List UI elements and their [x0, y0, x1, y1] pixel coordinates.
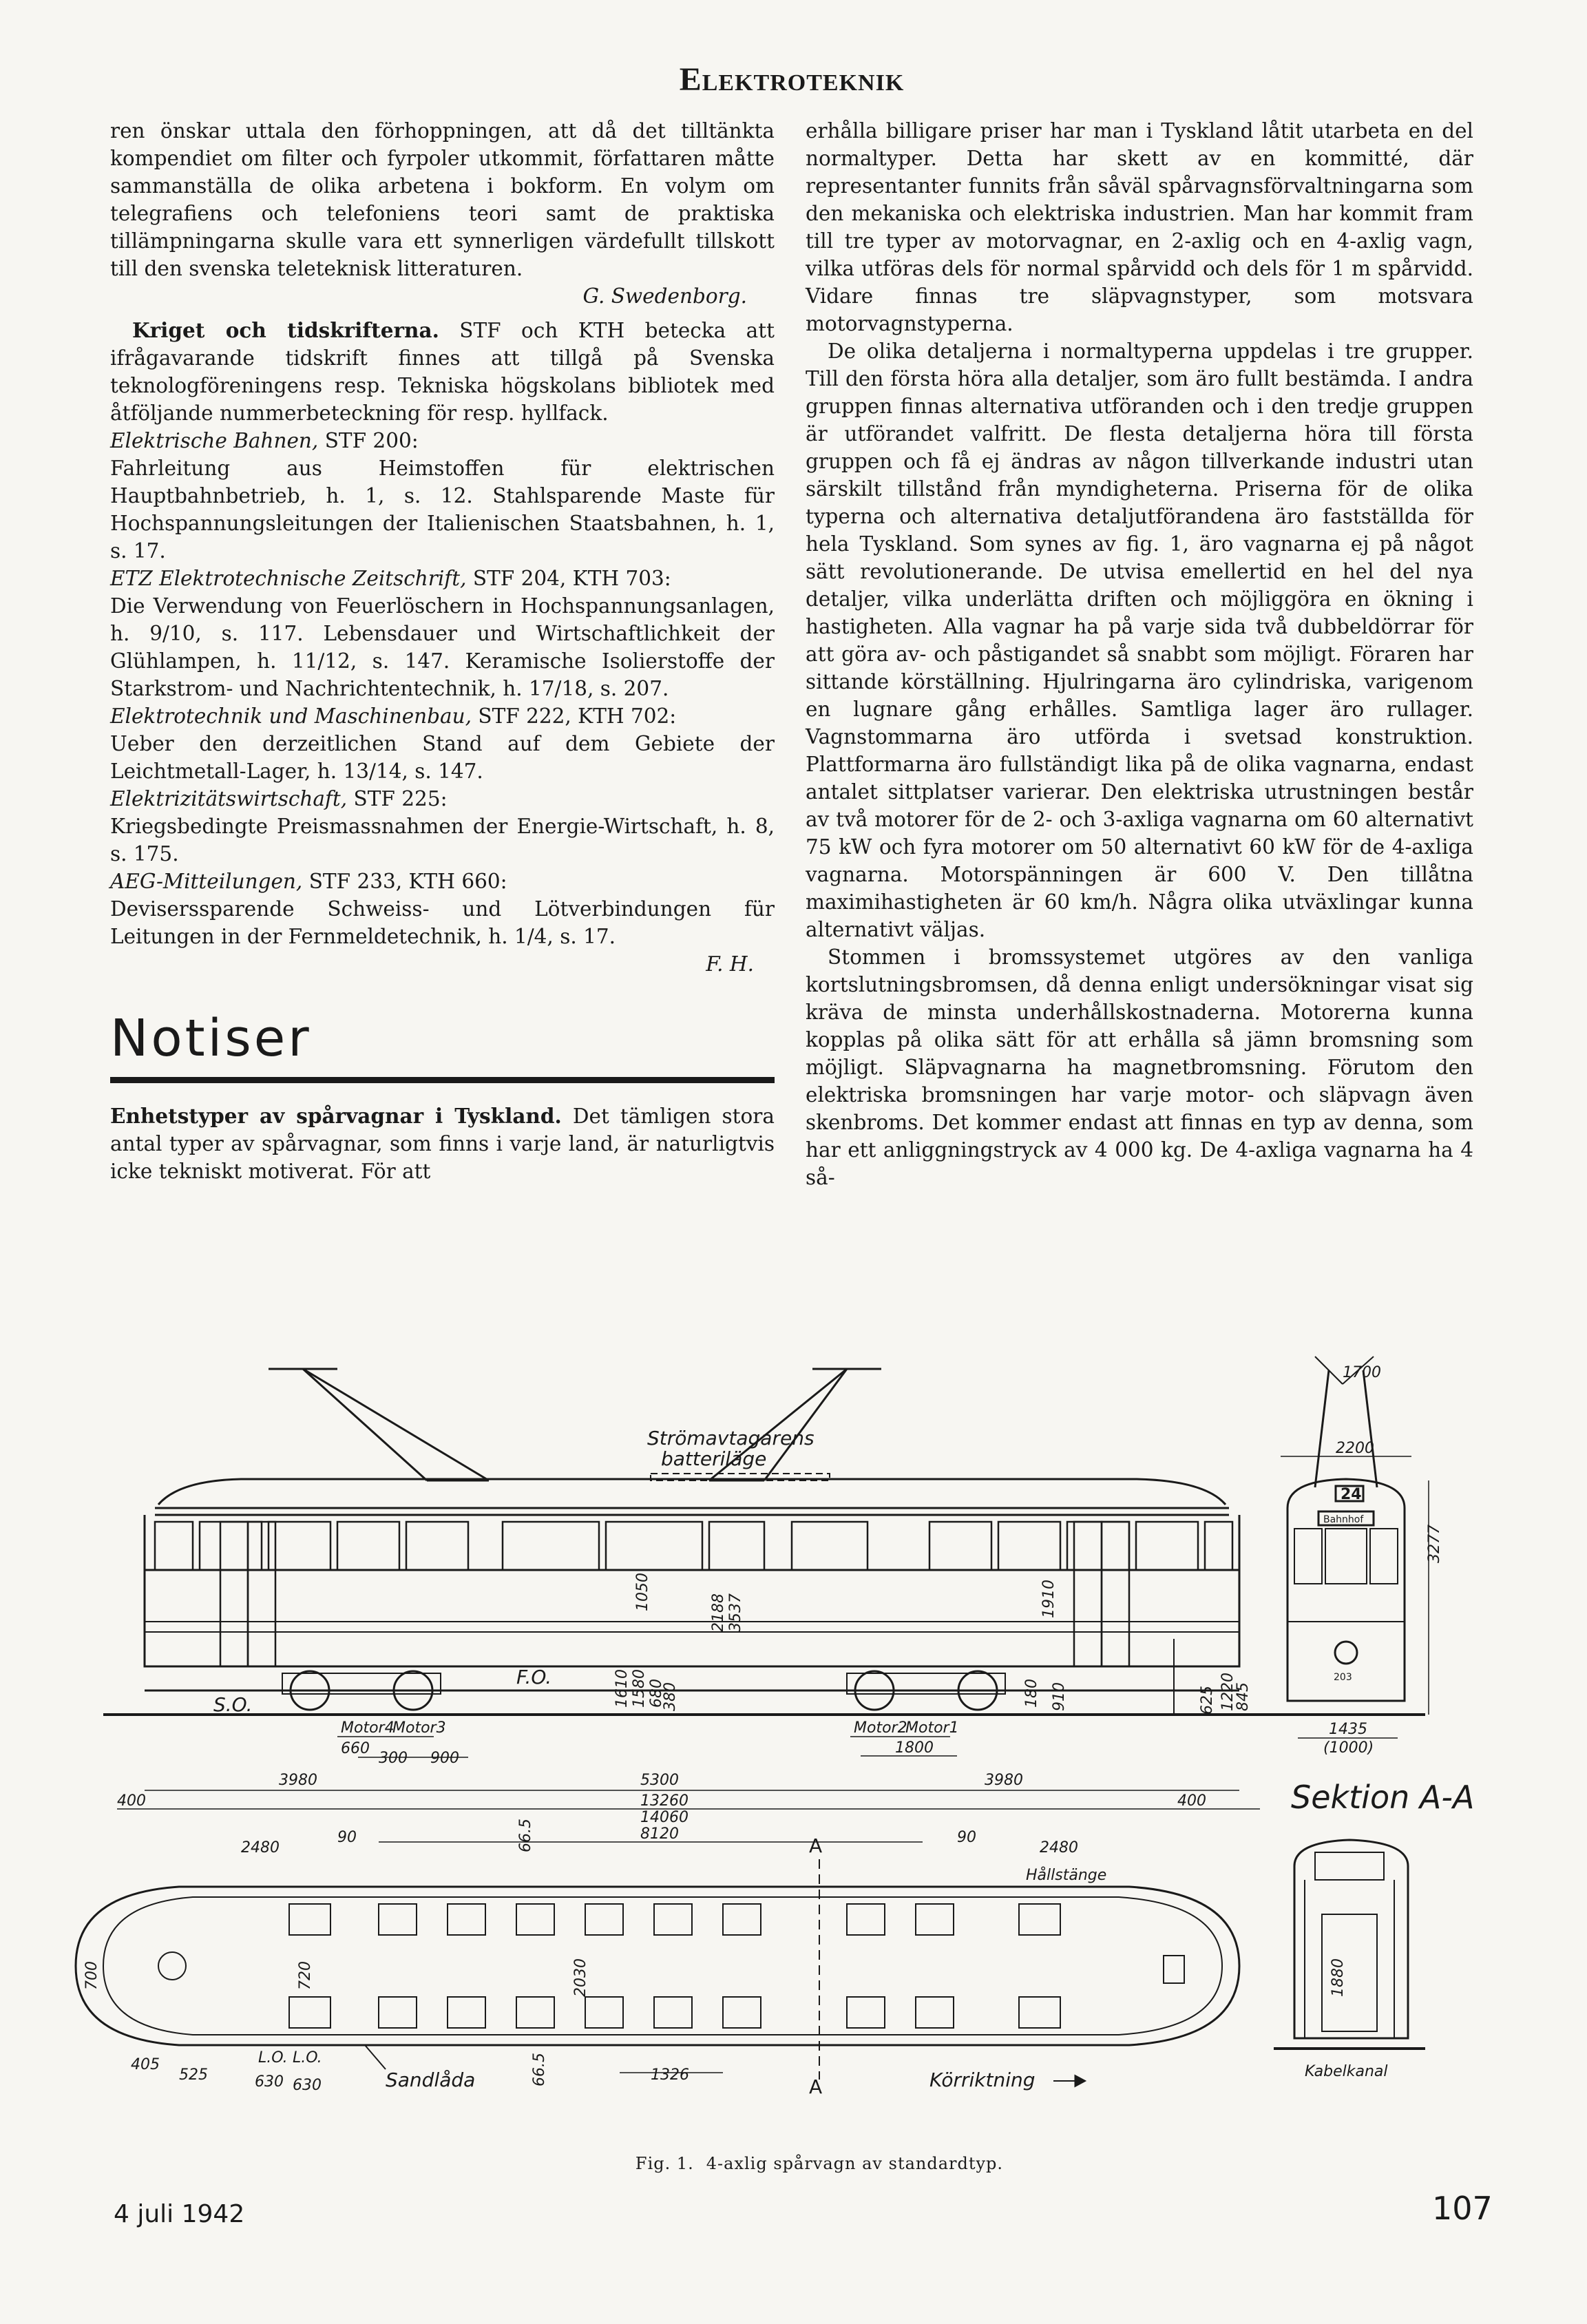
- footer-date: 4 juli 1942: [114, 2200, 245, 2228]
- dim-13260: 13260: [640, 1792, 689, 1810]
- plan-seats: [289, 1904, 1060, 2028]
- pantograph-left: [269, 1369, 489, 1480]
- dim-400-right: 400: [1177, 1792, 1206, 1810]
- dim-2188: 2188: [710, 1593, 727, 1632]
- ref-1-code: STF 200:: [324, 429, 419, 452]
- label-korriktning: Körriktning: [929, 2069, 1036, 2091]
- right-paragraph-1: erhålla billigare priser har man i Tyskland låtit utarbeta en del normaltyper. Detta har skett av en kommitté, där representanter funnits från såväl spårvagnsförvaltningarna som den mekaniska och elektriska industrien. Man har kommit fram till tre typer av motorvagnar, en 2-axlig och en 4-axlig vagn, vilka utföras dels för normal spårvidd och dels för 1 m spårvidd. Vidare finnas tre släpvagnstyper, som motsvara motorvagnstyperna.: [806, 119, 1473, 335]
- battery-label-1: Strömavtagarens: [647, 1427, 814, 1449]
- kriget-paragraph: [110, 317, 775, 427]
- body-outline: [145, 1515, 1239, 1666]
- dim-720: 720: [297, 1961, 314, 1990]
- right-paragraph-3: Stommen i bromssystemet utgöres av den vanliga kortslutningsbromsen, då denna enligt undersökningar visat sig kräva de minsta underhållskostnaderna. Motorerna kunna kopplas på olika sätt för att erhålla så jämn bromsning som möjligt. Släpvagnarna ha magnetbromsning. Förutom den elektriska bromsningen har varje motor- och släpvagn även skenbroms. Det kommer endast att finnas en typ av denna, som har ett anliggningstryck av 4 000 kg. De 4-axliga vagnarna ha 4 så-: [806, 945, 1473, 1189]
- label-fo: F.O.: [516, 1666, 552, 1688]
- kriget-text: STF och KTH betecka att ifrågavarande tidskrift finnes att tillgå på Svenska teknologföreningens resp. Tekniska högskolans bibliotek med åtföljande nummerbeteckning för resp. hyllfack.: [110, 319, 775, 425]
- section-rule: [110, 1077, 775, 1083]
- dim-900: 900: [430, 1750, 459, 1767]
- dim-630-1: 630: [255, 2073, 284, 2091]
- ref-3-text: Ueber den derzeitlichen Stand auf dem Gebiete der Leichtmetall-Lager, h. 13/14, s. 147.: [110, 732, 775, 783]
- label-so: S.O.: [213, 1693, 253, 1716]
- ref-2-journal: ETZ Elektrotechnische Zeitschrift,: [110, 567, 467, 590]
- dim-3980-left: 3980: [279, 1772, 317, 1789]
- ref-1-text: Fahrleitung aus Heimstoffen für elektrischen Hauptbahnbetrieb, h. 1, s. 12. Stahlsparende Maste für Hochspannungsleitungen der Italienischen Staatsbahnen, h. 1, s. 17.: [110, 457, 775, 563]
- dim-400-left: 400: [117, 1792, 146, 1810]
- end-view-windows: [1294, 1529, 1398, 1584]
- caption-text: 4-axlig spårvagn av standardtyp.: [706, 2154, 1004, 2173]
- tram-drawing-figure: [83, 1308, 1480, 2169]
- dim-1880: 1880: [1329, 1958, 1347, 1997]
- reference-list: [110, 427, 775, 950]
- side-windows: [155, 1522, 1232, 1570]
- section-a-a-view: [1274, 1840, 1425, 2080]
- signature-fh: F. H.: [706, 952, 754, 976]
- roof-outline: [158, 1479, 1226, 1505]
- article-text: Det tämligen stora antal typer av spårvagnar, som finns i varje land, är naturligtvis icke tekniskt motiverat. För att: [110, 1105, 775, 1183]
- dim-2200: 2200: [1336, 1440, 1374, 1457]
- label-motor4: Motor4: [341, 1719, 395, 1737]
- label-hallstang: Hållstänge: [1026, 1867, 1107, 1884]
- ref-5-head: [110, 868, 775, 895]
- ref-4-code: STF 225:: [353, 787, 448, 810]
- side-doors: [220, 1522, 1129, 1666]
- dim-14060: 14060: [640, 1809, 689, 1826]
- ref-4-head: [110, 785, 775, 813]
- dim-660: 660: [341, 1740, 370, 1757]
- side-elevation: [103, 1369, 1274, 1843]
- dim-630-2: 630: [293, 2077, 322, 2094]
- dim-700: 700: [83, 1961, 101, 1990]
- signature-swedenborg: G. Swedenborg.: [582, 284, 747, 308]
- dim-3980-right: 3980: [985, 1772, 1023, 1789]
- route-number: 24: [1341, 1486, 1362, 1503]
- label-motor3: Motor3: [392, 1719, 446, 1737]
- plan-outline: [76, 1887, 1239, 2045]
- ref-1-journal: Elektrische Bahnen,: [110, 429, 319, 452]
- dim-300: 300: [379, 1750, 408, 1767]
- dim-1326: 1326: [651, 2066, 689, 2084]
- dim-680: 680: [648, 1679, 665, 1708]
- label-motor1: Motor1: [905, 1719, 959, 1737]
- ref-4-journal: Elektrizitätswirtschaft,: [110, 787, 348, 810]
- label-a-bottom: A: [809, 2075, 823, 2098]
- ref-1-head: [110, 427, 775, 454]
- ref-2-head: [110, 565, 775, 592]
- dim-665-bottom: 66.5: [531, 2053, 548, 2086]
- dim-8120: 8120: [640, 1825, 679, 1843]
- dim-180: 180: [1023, 1679, 1040, 1708]
- right-paragraph-2: De olika detaljerna i normaltyperna uppdelas i tre grupper. Till den första höra alla detaljer, som äro fullt bestämda. I andra gruppen finnas alternativa utföranden och i den tredje gruppen är utförandet valfritt. De flesta detaljerna höra till första gruppen och få ej ändras av någon tillverkande industri utan särskilt tillstånd från myndigheterna. Priserna för de olika typerna och alternativa detaljutförandena äro fastställda för hela Tyskland. Som synes av fig. 1, äro vagnarna ej på något sätt revolutionerande. De utvisa emellertid en hel del nya detaljer, vilka underlätta driften och möjliggöra en ökning i hastigheten. Alla vagnar ha på varje sida två dubbeldörrar för att göra av- och påstigandet så snabbt som möjligt. Föraren har sittande körställning. Hjulringarna äro cylindriska, varigenom en lugnare gång erhålles. Samtliga lager äro rullager. Vagnstommarna äro utförda i svetsad konstruktion. Plattformarna äro fullständigt lika på de olika vagnarna, endast antalet sittplatser varierar. Den elektriska utrustningen består av två motorer för de 2- och 3-axliga vagnarna om 60 alternativt 75 kW och fyra motorer om 50 alternativt 60 kW för de 4-axliga vagnarna. Motorspänningen är 600 V. Den tillåtna maximihastigheten är 60 km/h. Några olika utväxlingar kunna alternativt väljas.: [806, 339, 1473, 941]
- dim-2480-left: 2480: [241, 1839, 280, 1856]
- destination-text: Bahnhof: [1323, 1514, 1364, 1525]
- running-head: Elektroteknik: [679, 61, 905, 98]
- dim-845: 845: [1234, 1682, 1252, 1711]
- label-motor2: Motor2: [854, 1719, 907, 1737]
- plan-view: [76, 1819, 1239, 2098]
- right-column: [806, 117, 1473, 1191]
- kriget-heading: Kriget och tidskrifterna.: [132, 318, 439, 342]
- dim-3537: 3537: [727, 1593, 744, 1632]
- ref-2-code: STF 204, KTH 703:: [472, 567, 671, 590]
- dim-90-right: 90: [957, 1829, 976, 1846]
- dim-380: 380: [662, 1682, 679, 1711]
- ref-3-head: [110, 702, 775, 730]
- battery-label-2: batteriläge: [661, 1447, 767, 1470]
- section-outline: [1294, 1840, 1408, 2038]
- tram-drawing: [83, 1308, 1480, 2169]
- label-lo-2: L.O.: [293, 2049, 322, 2066]
- article-paragraph: [110, 1102, 775, 1185]
- ref-5-text: Deviserssparende Schweiss- und Lötverbindungen für Leitungen in der Fernmeldetechnik, h. 1/4, s. 17.: [110, 897, 775, 948]
- ref-5-journal: AEG-Mitteilungen,: [110, 870, 303, 893]
- ref-3-code: STF 222, KTH 702:: [478, 704, 677, 728]
- label-kabelkanal: Kabelkanal: [1305, 2063, 1388, 2080]
- review-tail: ren önskar uttala den förhoppningen, att då det tilltänkta kompendiet om filter och fyrpoler utkommit, författaren måtte sammanställa de olika arbetena i bokform. En volym om telegrafiens och telefoniens teori samt de praktiska tillämpningarna skulle vara ett synnerligen värdefullt tillskott till den svenska teleteknisk litteraturen.: [110, 119, 775, 280]
- dim-1910: 1910: [1040, 1580, 1058, 1618]
- dim-625: 625: [1199, 1686, 1216, 1715]
- dim-3277: 3277: [1426, 1525, 1443, 1563]
- dim-5300: 5300: [640, 1772, 679, 1789]
- dim-1700: 1700: [1343, 1364, 1381, 1381]
- dim-1435: 1435: [1329, 1721, 1367, 1738]
- dim-2480-right: 2480: [1040, 1839, 1078, 1856]
- dim-1800: 1800: [895, 1739, 934, 1757]
- dim-525: 525: [179, 2066, 208, 2084]
- page-number: 107: [1432, 2190, 1493, 2227]
- dim-910: 910: [1051, 1682, 1068, 1711]
- ref-4-text: Kriegsbedingte Preismassnahmen der Energie-Wirtschaft, h. 8, s. 175.: [110, 815, 775, 866]
- caption-label: Fig. 1.: [635, 2154, 694, 2173]
- end-view: [1274, 1357, 1474, 1816]
- left-column: [110, 117, 775, 1185]
- dim-1000: (1000): [1323, 1739, 1374, 1757]
- ref-2-text: Die Verwendung von Feuerlöschern in Hochspannungsanlagen, h. 9/10, s. 117. Lebensdauer und Wirtschaftlichkeit der Glühlampen, h. 11/12, s. 147. Keramische Isolierstoffe der Starkstrom- und Nachrichtentechnik, h. 17/18, s. 207.: [110, 594, 775, 700]
- label-a-top: A: [809, 1834, 823, 1857]
- label-lo-1: L.O.: [258, 2049, 288, 2066]
- dim-1580: 1580: [631, 1669, 648, 1708]
- ref-5-code: STF 233, KTH 660:: [308, 870, 507, 893]
- dim-1220: 1220: [1219, 1673, 1237, 1711]
- label-sandlada: Sandlåda: [386, 2069, 476, 2091]
- article-heading: Enhetstyper av spårvagnar i Tyskland.: [110, 1104, 562, 1128]
- dim-90-left: 90: [337, 1829, 357, 1846]
- section-label: Sektion A-A: [1291, 1779, 1475, 1816]
- dim-1050: 1050: [634, 1573, 651, 1611]
- dim-405: 405: [131, 2056, 160, 2073]
- dim-665-top: 66.5: [517, 1819, 534, 1852]
- dim-2030: 2030: [572, 1958, 589, 1997]
- figure-caption: [441, 2154, 1198, 2173]
- headlight: [1335, 1642, 1357, 1664]
- fleet-number: 203: [1334, 1672, 1352, 1683]
- ref-3-journal: Elektrotechnik und Maschinenbau,: [110, 704, 472, 728]
- dim-1610: 1610: [613, 1669, 631, 1708]
- section-title-notiser: Notiser: [110, 1009, 312, 1068]
